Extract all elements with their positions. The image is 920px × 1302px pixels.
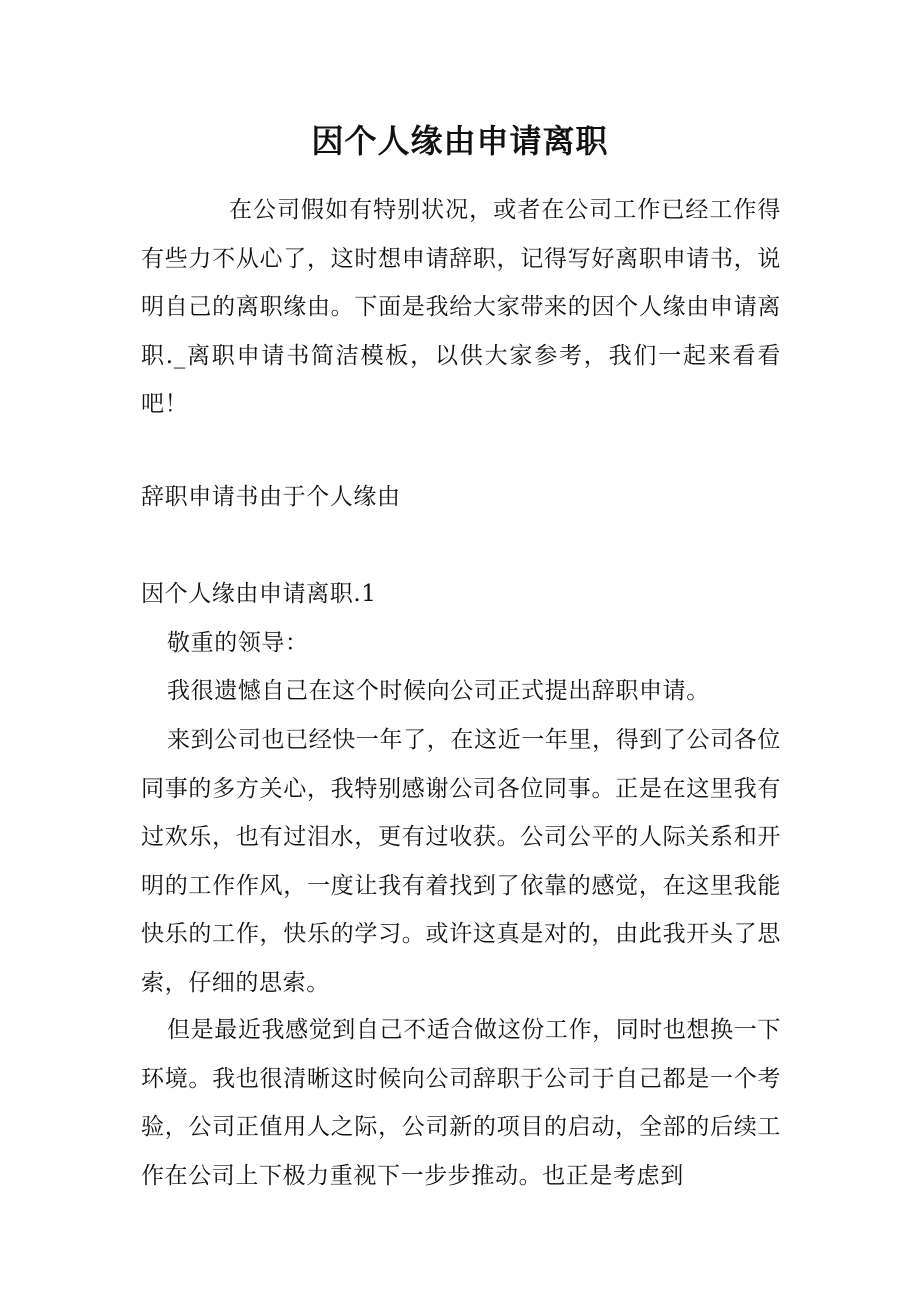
letter-paragraph-2: 来到公司也已经快一年了，在这近一年里，得到了公司各位同事的多方关心，我特别感谢公司各位同事。正是在这里我有过欢乐，也有过泪水，更有过收获。公司公平的人际关系和开明的工作作风，一度让我有着找到了依靠的感觉，在这里我能快乐的工作，快乐的学习。或许这真是对的，由此我开头了思索，仔细的思索。 <box>141 727 781 996</box>
intro-paragraph: 在公司假如有特别状况，或者在公司工作已经工作得有些力不从心了，这时想申请辞职，记得写好离职申请书，说明自己的离职缘由。下面是我给大家带来的因个人缘由申请离职._离职申请书简洁模板，以供大家参考，我们一起来看看吧！ <box>141 197 781 417</box>
document-title: 因个人缘由申请离职 <box>311 122 609 160</box>
letter-paragraph-1: 我很遗憾自己在这个时候向公司正式提出辞职申请。 <box>167 678 710 704</box>
letter-greeting: 敬重的领导： <box>167 630 309 656</box>
letter-paragraph-3: 但是最近我感觉到自己不适合做这份工作，同时也想换一下环境。我也很清晰这时候向公司辞职于公司于自己都是一个考验，公司正值用人之际，公司新的项目的启动，全部的后续工作在公司上下极力重视下一步步推动。也正是考虑到 <box>141 1017 781 1189</box>
section-subheading: 辞职申请书由于个人缘由 <box>141 484 401 510</box>
letter-title: 因个人缘由申请离职.1 <box>141 581 377 607</box>
